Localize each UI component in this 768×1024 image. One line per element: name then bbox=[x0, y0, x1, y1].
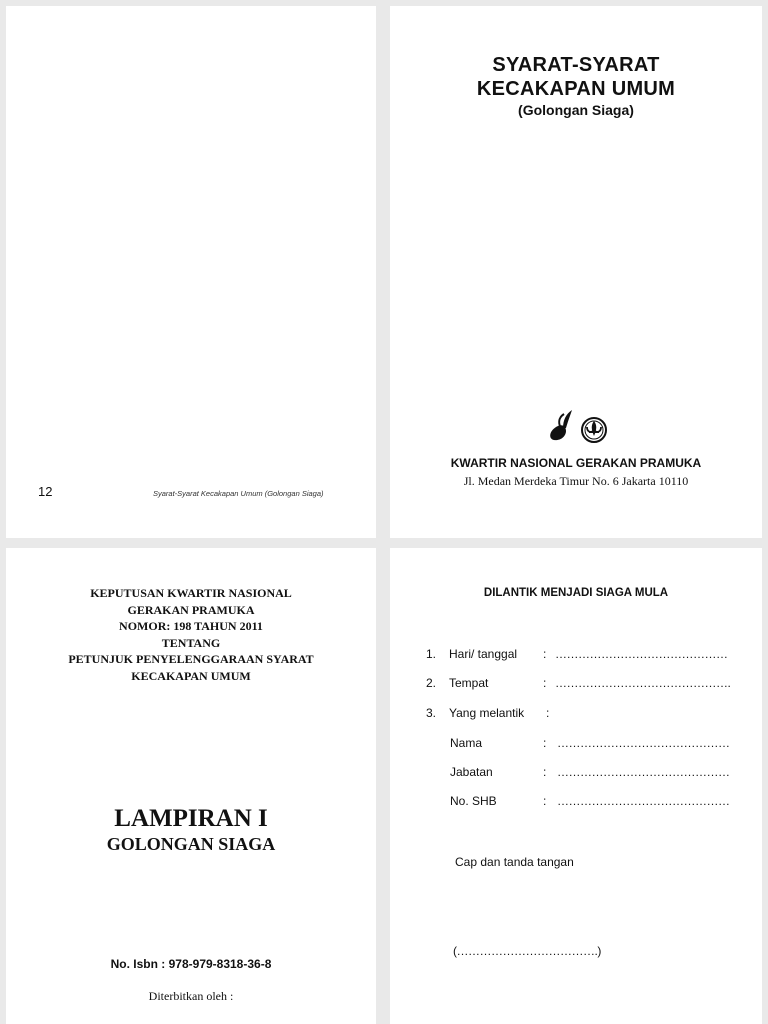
cover-title-line1: SYARAT-SYARAT bbox=[492, 54, 660, 76]
field-label: Tempat bbox=[449, 676, 489, 690]
field-number: 1. bbox=[426, 647, 437, 661]
field-label: Nama bbox=[450, 736, 483, 750]
field-colon: : bbox=[543, 736, 547, 750]
form-title: DILANTIK MENJADI SIAGA MULA bbox=[483, 587, 669, 599]
field-label: Jabatan bbox=[450, 765, 493, 779]
decree-line: TENTANG bbox=[161, 635, 221, 650]
field-blank: ……………………………………… bbox=[555, 647, 728, 661]
decree-line: KEPUTUSAN KWARTIR NASIONAL bbox=[90, 586, 292, 600]
field-label: Yang melantik bbox=[449, 706, 525, 720]
field-colon: : bbox=[543, 647, 547, 661]
field-blank: ……………………………………… bbox=[557, 794, 730, 808]
organization-logo bbox=[546, 406, 616, 446]
form-field-no-shb bbox=[390, 794, 762, 812]
form-field-tempat bbox=[390, 676, 762, 694]
decree-line: GERAKAN PRAMUKA bbox=[127, 602, 255, 617]
tunas-kelapa-icon bbox=[550, 410, 572, 440]
field-blank: ………………………………………. bbox=[555, 676, 731, 690]
scout-emblem-icon bbox=[582, 418, 606, 442]
field-number: 2. bbox=[426, 676, 437, 690]
cover-subtitle: (Golongan Siaga) bbox=[518, 102, 634, 118]
decree-heading bbox=[6, 585, 376, 684]
field-colon: : bbox=[546, 706, 550, 720]
field-number: 3. bbox=[426, 706, 437, 720]
signature-blank: (……………………………….) bbox=[453, 944, 601, 958]
page-12 bbox=[6, 6, 376, 538]
field-label: No. SHB bbox=[450, 794, 497, 808]
decree-line: NOMOR: 198 TAHUN 2011 bbox=[119, 619, 263, 633]
decree-line: PETUNJUK PENYELENGGARAAN SYARAT bbox=[68, 652, 314, 666]
form-field-yang-melantik bbox=[390, 706, 762, 724]
page-number: 12 bbox=[38, 484, 53, 499]
cover-title-line2: KECAKAPAN UMUM bbox=[476, 78, 676, 100]
decree-line: KECAKAPAN UMUM bbox=[131, 668, 251, 683]
form-field-nama bbox=[390, 736, 762, 754]
form-field-jabatan bbox=[390, 765, 762, 783]
form-field-hari-tanggal bbox=[390, 647, 762, 665]
running-header: Syarat-Syarat Kecakapan Umum (Golongan Siaga) bbox=[153, 489, 324, 498]
organization-address: Jl. Medan Merdeka Timur No. 6 Jakarta 10110 bbox=[463, 474, 689, 488]
signature-label: Cap dan tanda tangan bbox=[455, 855, 574, 869]
field-blank: ……………………………………… bbox=[557, 765, 730, 779]
field-blank: ……………………………………… bbox=[557, 736, 730, 750]
decree-page bbox=[6, 548, 376, 1024]
field-colon: : bbox=[543, 765, 547, 779]
publisher-label: Diterbitkan oleh : bbox=[148, 989, 234, 1003]
field-colon: : bbox=[543, 794, 547, 808]
induction-form-page bbox=[390, 548, 762, 1024]
isbn-number: No. Isbn : 978-979-8318-36-8 bbox=[110, 957, 272, 971]
lampiran-title: LAMPIRAN I bbox=[114, 805, 268, 832]
field-colon: : bbox=[543, 676, 547, 690]
golongan-title: GOLONGAN SIAGA bbox=[106, 834, 276, 854]
field-label: Hari/ tanggal bbox=[449, 647, 518, 661]
organization-name: KWARTIR NASIONAL GERAKAN PRAMUKA bbox=[450, 456, 702, 470]
cover-page bbox=[390, 6, 762, 538]
